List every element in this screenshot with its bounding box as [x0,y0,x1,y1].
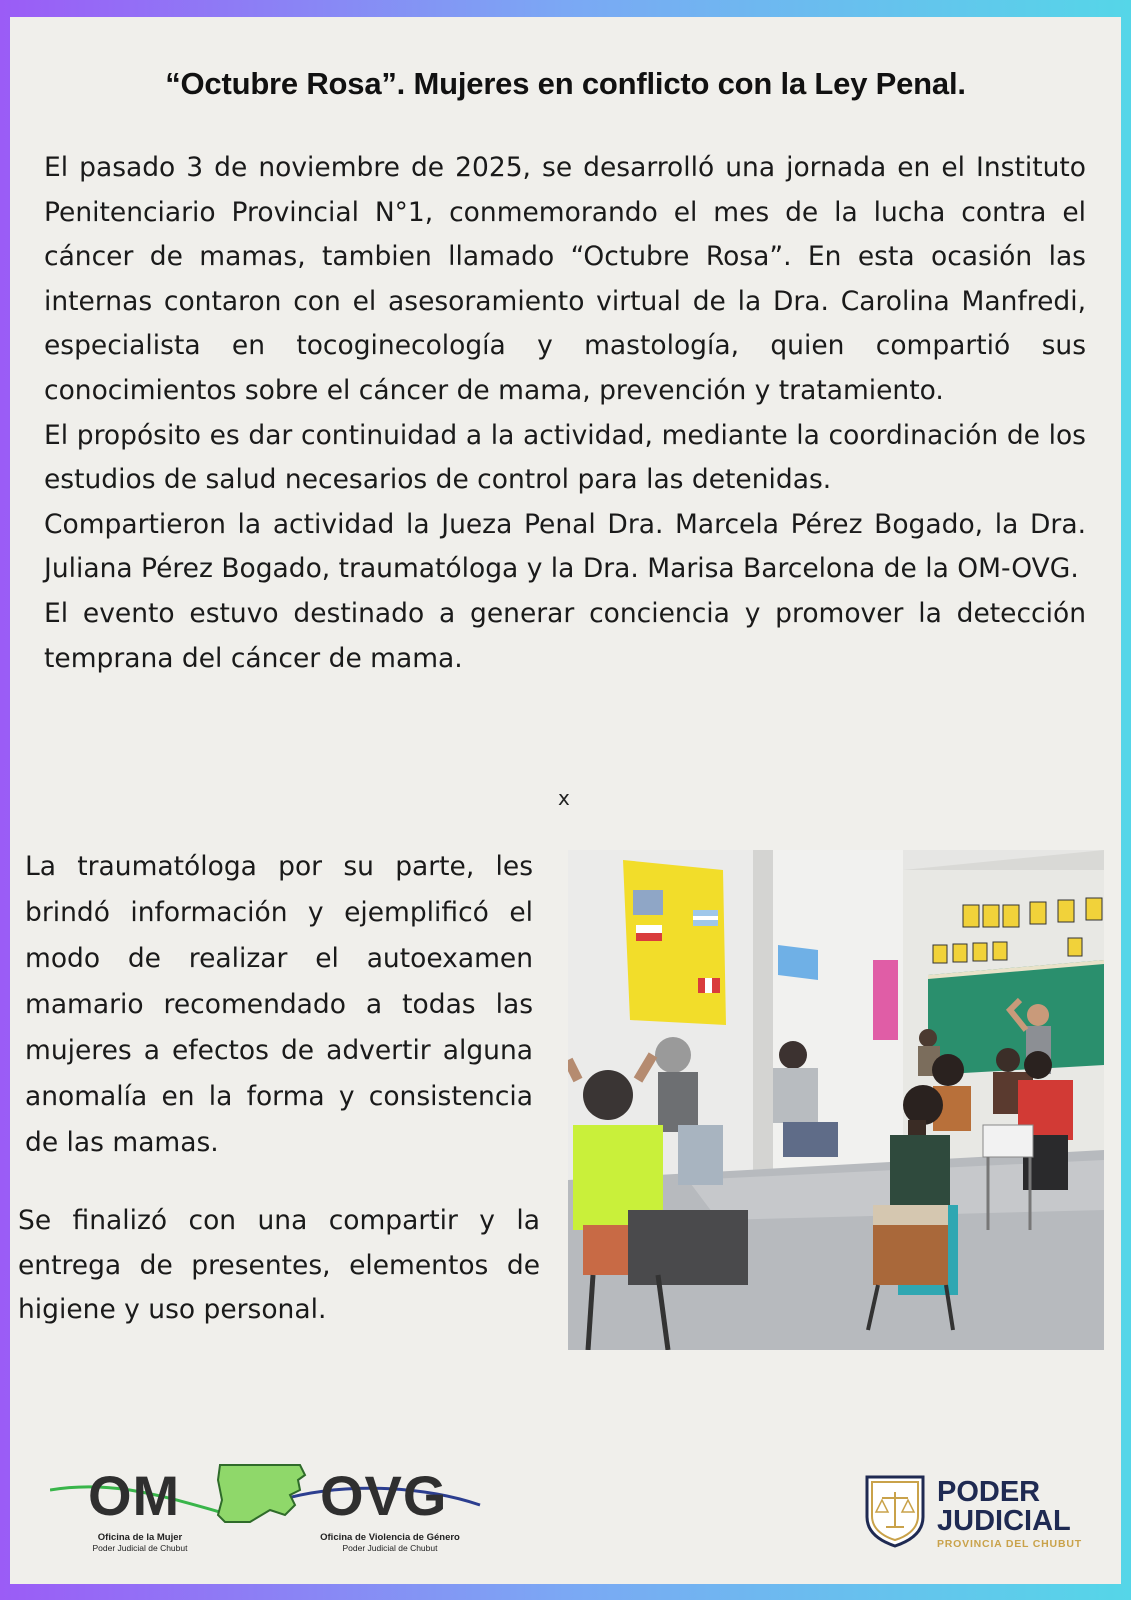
paragraph-intro: El pasado 3 de noviembre de 2025, se desarrolló una jornada en el Instituto Penitenciario Provincial N°1, conmemorando el mes de la lucha contra el cáncer de mamas, tambien llamado “Octubre Rosa”. En esta ocasión las internas contaron con el asesoramiento virtual de la Dra. Carolina Manfredi, especialista en tocoginecología y mastología, quien compartió sus conocimientos sobre el cáncer de mama, prevención y tratamiento. [44,152,1086,406]
closing-paragraph: Se finalizó con una compartir y la entrega de presentes, elementos de higiene y uso personal. [18,1205,540,1325]
article-body [44,146,1086,681]
om-acronym: OM [88,1464,181,1527]
ovg-subname: Poder Judicial de Chubut [342,1543,438,1553]
ovg-name: Oficina de Violencia de Género [320,1532,460,1543]
ovg-acronym: OVG [320,1464,448,1527]
paragraph-participants: Compartieron la actividad la Jueza Penal Dra. Marcela Pérez Bogado, la Dra. Juliana Pérez Bogado, traumatóloga y la Dra. Marisa Barcelona de la OM-OVG. [44,508,1086,585]
scales-of-justice-icon [862,1472,928,1548]
paragraph-goal: El evento estuvo destinado a generar conciencia y promover la detección temprana del cáncer de mama. [44,597,1086,674]
om-caption [80,1532,200,1553]
poder-judicial-logo [862,1472,1082,1552]
classroom-photo-illustration [568,850,1104,1350]
om-name: Oficina de la Mujer [97,1532,183,1543]
paragraph-purpose: El propósito es dar continuidad a la actividad, mediante la coordinación de los estudios de salud necesarios de control para las detenidas. [44,419,1086,496]
om-ovg-logo [50,1460,490,1560]
event-photo [568,850,1104,1350]
page-title: “Octubre Rosa”. Mujeres en conflicto con la Ley Penal. [165,66,966,101]
pj-line1: PODER [937,1476,1041,1508]
pj-province: PROVINCIA DEL CHUBUT [937,1538,1082,1550]
om-subname: Poder Judicial de Chubut [92,1543,188,1553]
traumatologist-paragraph: La traumatóloga por su parte, les brindó información y ejemplificó el modo de realizar el autoexamen mamario recomendado a todas las mujeres a efectos de advertir alguna anomalía en la forma y consistencia de las mamas. [25,851,533,1158]
separator-mark: x [558,786,570,810]
pj-line2: JUDICIAL [937,1505,1071,1537]
ovg-caption [290,1532,490,1553]
